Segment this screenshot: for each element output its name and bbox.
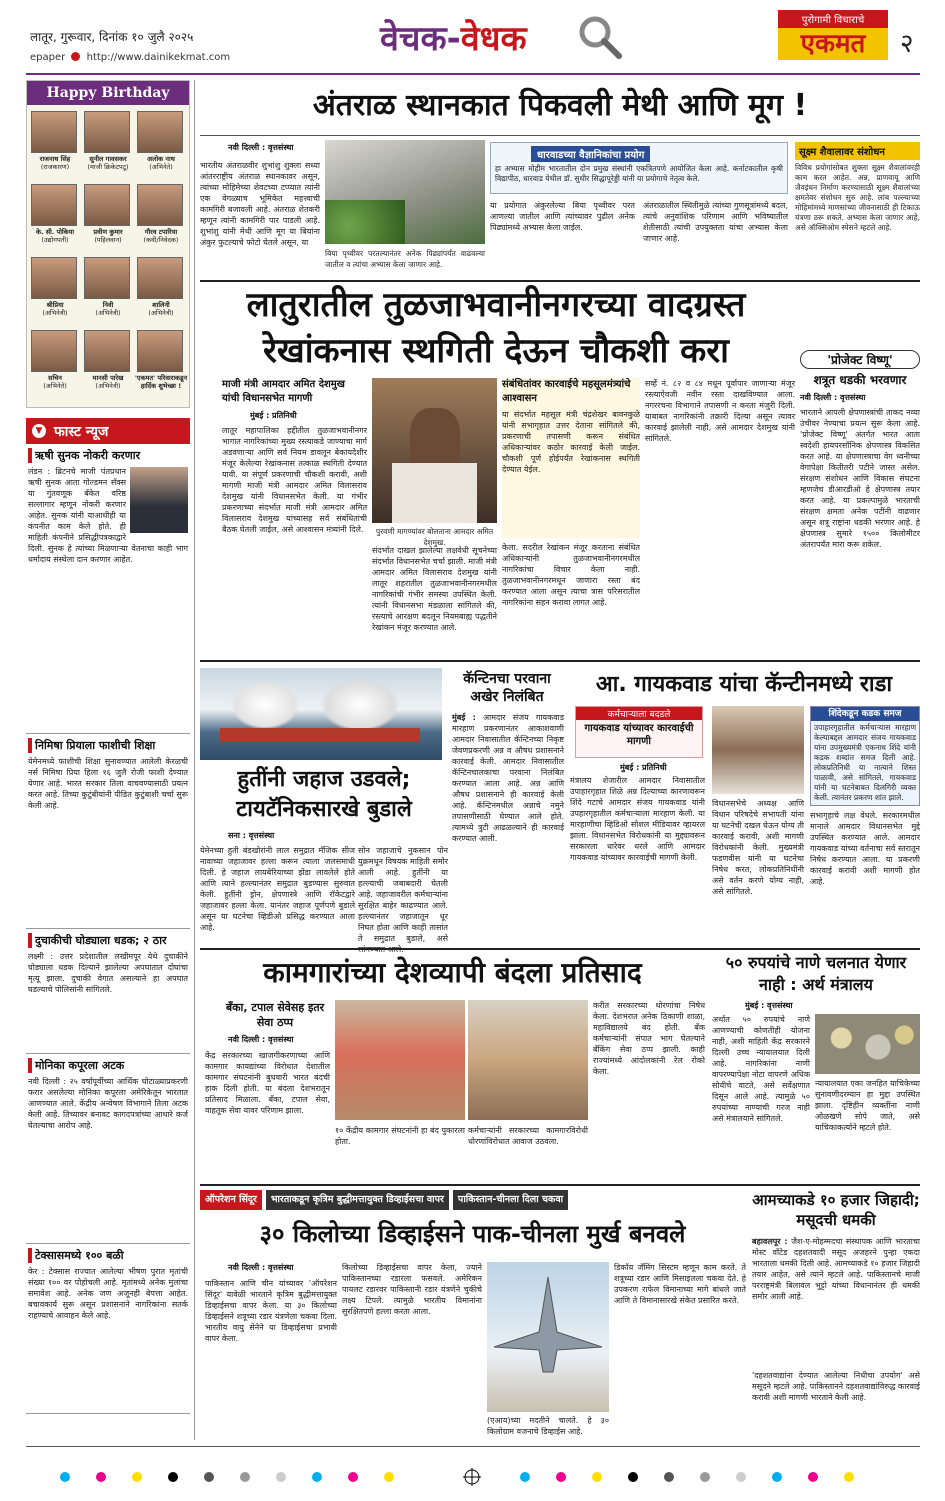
- birthday-title: Happy Birthday: [27, 81, 189, 105]
- registration-dot: [60, 1472, 70, 1482]
- page-number: २: [900, 29, 914, 59]
- birthday-box: [26, 80, 190, 408]
- birthday-name: [78, 228, 138, 244]
- registration-dot: [664, 1472, 674, 1482]
- sindoor-text: पाकिस्तान आणि चीन यांच्यावर 'ऑपरेशन सिंदूर' यावेळी भारताने कृत्रिम बुद्धीमत्तायुक्त डिव्हाईसचा वापर केला. या ३० किलोच्या डिव्हाईसने शत्रूच्या रडार यंत्रणेला चकवा दिला. भारतीय वायु सेनेने या डिव्हाईसचा प्रभावी वापर केला.: [205, 1279, 337, 1343]
- revenue-box-title: संबंधितांवर कारवाईचे महसूलमंत्र्यांचे आश्वासन: [502, 379, 631, 404]
- registration-dot: [312, 1472, 322, 1482]
- birthday-person-role: (माजी क्रिकेटपटू): [87, 163, 129, 171]
- strike-sub: बँका, टपाल सेवेसह इतर सेवा ठप्प: [225, 1001, 325, 1029]
- fast-news-header: [26, 418, 190, 444]
- sprouts-image: [325, 200, 405, 244]
- birthday-person-name: के. सी. पोकिया: [35, 228, 75, 236]
- birthday-photo: [84, 330, 130, 372]
- registration-dot: [592, 1472, 602, 1482]
- header-rule: [26, 73, 920, 75]
- sindoor-tagbar: [200, 1190, 745, 1210]
- lead-col1: लातूर महापालिका हद्दीतील तुळजाभवानीनगर भागात नागरिकांच्या मुख्य रस्त्याकडे जाण्याचा मार्ग अडवणाऱ्या आणि सर्व नियम डावलून बेकायदेशीर मंजूर केलेल्या रेखांकनास तत्काळ स्थगिती देण्यात यावी. या संपूर्ण प्रकरणाची चौकशी करावी, अशी मागणी माजी मंत्री आमदार अमित विलासराव देशमुख यांनी विधानसभेत केली. या गंभीर प्रकरणाच्या संदर्भात माजी मंत्री आमदार अमित विलासराव देशमुख यांच्यासह सर्व संबंधितांची बैठक घेतली जाईल, असे आश्वासन मंत्र्यांनी दिले.: [222, 426, 367, 534]
- fast-news-item-title: टेक्सासमध्ये १०० बळी: [28, 1248, 188, 1263]
- strike-caption-2: कर्मचाऱ्यांनी सरकारच्या कामगारविरोधी धोरणांविरोधात आवाज उठवला.: [468, 1126, 588, 1146]
- revenue-box: [502, 378, 640, 538]
- gaikwad-text: मंत्रालय शेजारील आमदार निवासातील उपाहारगृहात शिळे अन्न दिल्याच्या कारणावरून शिंदे गटाचे आमदार संजय गायकवाड यांनी उपहारगृहातील कर्मचाऱ्याला मारहाण केली. या मारहाणीचा व्हिडिओ सोशल मीडियावर व्हायरल झाला. विधानसभेत विरोधकांनी या मुद्द्यावरून सरकारला धारेवर धरले आणि आमदार गायकवाड यांच्यावर कारवाईची मागणी केली.: [570, 776, 705, 862]
- fast-news-item-text: लक्ष्मी : उत्तर प्रदेशातील लखीमपूर येथे दुचाकीने घोड्याला धडक दिल्याने झालेल्या अपघातात दोघांचा मृत्यू झाला. दुचाकी वेगात असल्याने हा अपघात घडल्याचे पोलिसांनी सांगितले.: [28, 952, 188, 994]
- fast-news-item-text: लंडन : ब्रिटनचे माजी पंतप्रधान ऋषी सुनक आता गोल्डमन सॅक्स या गुंतवणूक बँकेत वरिष्ठ सल्लागार म्हणून नोकरी करणार आहेत. सुनक यांनी याआधीही या कंपनीत काम केले होते. ही माहिती कंपनीने प्रसिद्धीपत्रकाद्वारे दिली. सुनक हे त्यांच्या मिळणाऱ्या वेतनाचा काही भाग धर्मादाय संस्थेला दान करणार आहेत.: [28, 467, 188, 564]
- strike-col3: करीत सरकारच्या धोरणांचा निषेध केला. देशभरात अनेक ठिकाणी शाळा, महाविद्यालये बंद होती. बँक कर्मचाऱ्यांनी संपात भाग घेतल्याने बँकिंग सेवा ठप्प झाली. काही राज्यांमध्ये आंदोलकांनी रेल रोको केला.: [593, 1001, 705, 1076]
- sindoor-tag-2: भारताकडून कृत्रिम बुद्धीमत्तायुक्त डिव्हाईसचा वापर: [266, 1190, 449, 1210]
- sindoor-caption: (एआय)च्या मदतीने चालते. हे ३० किलोग्राम वजनाचे डिव्हाईस आहे.: [487, 1416, 609, 1436]
- birthday-photo: [137, 184, 183, 226]
- registration-dot: [844, 1472, 854, 1482]
- strike-dateline: नवी दिल्ली : वृत्तसंस्था: [228, 1035, 294, 1044]
- jet-photo: [487, 1262, 609, 1412]
- sunak-photo: [130, 467, 188, 533]
- birthday-photo: [137, 330, 183, 372]
- registration-dot: [736, 1472, 746, 1482]
- birthday-person-name: शालिनी: [152, 301, 170, 309]
- sindoor-headline: ३० किलोच्या डिव्हाईसने पाक-चीनला मुर्ख बनवले: [259, 1220, 686, 1248]
- birthday-person-role: (उद्योगपती): [41, 236, 69, 244]
- dateline: लातूर, गुरूवार, दिनांक १० जुलै २०२५: [30, 30, 194, 44]
- brand-block: [778, 10, 888, 68]
- registration-dot: [700, 1472, 710, 1482]
- birthday-name: [25, 155, 85, 171]
- research-box: [795, 142, 920, 277]
- birthday-person-name: सुनील गावसकर: [89, 155, 127, 163]
- sindoor-col4: डिकॉय जॅमिंग सिस्टम म्हणून काम करते. ते शत्रूच्या रडार आणि मिसाइलला चकवा देते. हे उपकरण राफेल विमानाच्या मागे बांधले जाते आणि ते विमानासारखे संकेत प्रसारित करते.: [614, 1263, 746, 1305]
- explosion-image: [230, 680, 300, 730]
- gaikwad-kicker: कर्मचाऱ्याला बदडले: [576, 707, 702, 720]
- registration-mark-icon: [463, 1468, 481, 1486]
- canteen-body: आमदार संजय गायकवाड मारहाण प्रकरणानंतर आकाशवाणी आमदार निवासातील कॅन्टिनच्या निकृष्ट जेवणप्रकरणी अन्न व औषध प्रशासनाने कारवाई केली. आमदार निवासातील कॅन्टिनचालकाचा परवाना निलंबित करण्यात आला आहे. अन्न आणि औषध प्रशासनाने ही कारवाई केली आहे. कॅन्टिनमधील अन्नाचे नमुने तपासणीसाठी घेण्यात आले होते. त्यामध्ये त्रुटी आढळल्याने ही कारवाई करण्यात आली.: [452, 713, 565, 843]
- jihad-text-2: 'दहशतवाद्यांना देण्यात आलेल्या निधीचा उपयोग' असे मसूदने म्हटले आहे. पाकिस्तानने दहशतवाद्यांविरुद्ध कारवाई करावी अशी मागणी भारताने केली आहे.: [752, 1371, 920, 1402]
- birthday-photo: [137, 257, 183, 299]
- birthday-name: [131, 155, 191, 171]
- magnifier-icon: [575, 12, 625, 62]
- jihad-dateline: बहावलपूर :: [752, 1237, 788, 1246]
- top-story-col4: अंतराळातील स्थितीमुळे त्यांच्या गुणसूत्रांमध्ये बदल, त्यांचे अनुवांशिक परिणाम आणि भविष्यातील शेतीसाठी त्यांची उपयुक्तता यांचा अभ्यास केला जाणार आहे.: [643, 201, 788, 243]
- gaikwad-col2: विधानसभेचे अध्यक्ष आणि विधान परिषदेचे सभापती यांना या घटनेची दखल घेऊन योग्य ती कारवाई करावी, अशी मागणी विरोधकांनी केली. मुख्यमंत्री फडणवीस यांनी या घटनेचा निषेध करत, लोकप्रतिनिधींनी असे वर्तन करणे योग्य नाही, असे सांगितले.: [712, 799, 804, 896]
- registration-dot: [204, 1472, 214, 1482]
- top-story-dateline: नवी दिल्ली : वृत्तसंस्था: [228, 143, 294, 152]
- fast-news-title: फास्ट न्यूज: [54, 423, 109, 440]
- coin-dateline: मुंबई : वृत्तसंस्था: [745, 1001, 793, 1010]
- epaper-line: [30, 52, 230, 63]
- brand-tagline: पुरोगामी विचाराचे: [778, 10, 888, 28]
- section-title-b: वेधक: [460, 19, 527, 59]
- birthday-photo: [84, 257, 130, 299]
- registration-dot: [96, 1472, 106, 1482]
- registration-dot: [240, 1472, 250, 1482]
- birthday-person-role: (अभिनेत्री): [148, 309, 174, 317]
- birthday-person-role: (अभिनेत्री): [95, 382, 121, 390]
- fast-news-column: [26, 418, 190, 1438]
- birthday-person-role: (कवी/निवेदक): [143, 236, 179, 244]
- vishnu-dateline: नवी दिल्ली : वृत्तसंस्था: [800, 393, 866, 402]
- shinde-text: उपाहारगृहातील कर्मचाऱ्यास मारहाण केल्याबद्दल आमदार संजय गायकवाड यांना उपमुख्यमंत्री एकनाथ शिंदे यांनी कडक शब्दांत समज दिली आहे. लोकप्रतिनिधी या नात्याने शिस्त पाळावी, असे सांगितले. गायकवाड यांनी या घटनेबाबत दिलगिरी व्यक्त केली. त्यानंतर प्रकरण शांत झाले.: [814, 723, 916, 802]
- sindoor-dateline: नवी दिल्ली : वृत्तसंस्था: [228, 1263, 294, 1272]
- gaikwad-sub: गायकवाड यांच्यावर कारवाईची मागणी: [584, 723, 694, 747]
- birthday-person-name: 'एकमत' परिवाराकडून हार्दिक शुभेच्छा !: [134, 374, 188, 390]
- birthday-photo: [31, 184, 77, 226]
- sindoor-tag-3: पाकिस्तान-चीनला दिला चकवा: [453, 1190, 568, 1210]
- chevron-down-icon: ▼: [32, 424, 46, 438]
- strike-photo-1: [335, 1000, 465, 1120]
- canteen-text: [452, 712, 564, 944]
- registration-dot: [168, 1472, 178, 1482]
- fast-news-item-title: मोनिका कपूरला अटक: [28, 1058, 188, 1073]
- ship-photo: [200, 668, 442, 760]
- canteen-headline: कॅन्टिनचा परवाना अखेर निलंबित: [463, 671, 551, 705]
- gaikwad-dateline: मुंबई : प्रतिनिधी: [620, 763, 667, 772]
- fast-news-item-title: निमिषा प्रियाला फाशीची शिक्षा: [28, 738, 188, 753]
- registration-dot: [348, 1472, 358, 1482]
- registration-dot: [628, 1472, 638, 1482]
- deshmukh-photo: [372, 378, 497, 523]
- explosion-image-2: [320, 678, 400, 732]
- epaper-label: epaper: [30, 52, 66, 63]
- registration-dot: [384, 1472, 394, 1482]
- birthday-person-name: सचिन: [48, 374, 62, 382]
- coin-headline: ५० रुपयांचे नाणे चलनात येणार नाही : अर्थ मंत्रालय: [725, 953, 907, 994]
- astronaut-photo: [325, 140, 485, 244]
- fast-news-item-text: नवी दिल्ली : २५ वर्षांपूर्वीच्या आर्थिक घोटाळ्याप्रकरणी फरार असलेल्या मोनिका कपूरला अमेरिकेतून भारतात आणण्यात आले. केंद्रीय अन्वेषण विभागाने तिला अटक केली आहे. तिच्यावर बनावट कागदपत्रांच्या आधारे कर्ज घेतल्याचा आरोप आहे.: [28, 1077, 188, 1130]
- fast-news-item: [26, 1054, 190, 1244]
- vishnu-story: [800, 350, 920, 658]
- strike-caption-1: १० केंद्रीय कामगार संघटनांनी हा बंद पुकारला होता.: [335, 1126, 465, 1146]
- jihad-headline: आमच्याकडे १० हजार जिहादी; मसूदची धमकी: [752, 1191, 920, 1229]
- birthday-name: [25, 374, 85, 390]
- coin-photo: [815, 1014, 920, 1074]
- gaikwad-photo: [712, 706, 804, 794]
- birthday-person-role: (अभिनेत्री): [42, 309, 68, 317]
- birthday-name: [131, 301, 191, 317]
- fast-news-item-text: येमेनमध्ये फाशीची शिक्षा सुनावण्यात आलेली केरळची नर्स निमिषा प्रिया हिला १६ जुलै रोजी फाशी देण्यात येणार आहे. भारत सरकार तिला वाचवण्यासाठी प्रयत्न करत आहे. तिच्या कुटुंबीयांनी पीडित कुटुंबाशी चर्चा सुरू केली आहे.: [28, 757, 188, 810]
- jihad-body: जैश-ए-मोहम्मदचा संस्थापक आणि भारताचा मोस्ट वाँटेड दहशतवादी मसूद अजहरने पुन्हा एकदा भारताला धमकी दिली आहे. आमच्याकडे १० हजार जिहादी तयार आहेत, असे त्याने म्हटले आहे. पाकिस्तानचे माजी परराष्ट्रमंत्री बिलावल भुट्टो यांच्या विधानानंतर ही धमकी समोर आली आहे.: [752, 1237, 920, 1301]
- gaikwad-headline: आ. गायकवाड यांचा कॅन्टीनमध्ये राडा: [595, 672, 893, 697]
- globe-icon: [71, 52, 80, 61]
- speaker-figure: [410, 408, 460, 468]
- fast-news-item-text: केर : टेक्सास राज्यात आलेल्या भीषण पुरात मृतांची संख्या १०० वर पोहोचली आहे. मृतांमध्ये अनेक मुलांचा समावेश आहे. अनेक जण अजूनही बेपत्ता आहेत. बचावकार्य सुरू असून प्रशासनाने नागरिकांना सतर्क राहण्याचे आवाहन केले आहे.: [28, 1267, 188, 1320]
- rule: [200, 1184, 920, 1186]
- jihad-text: [752, 1236, 920, 1366]
- masthead: [0, 0, 945, 80]
- fast-news-item: [26, 929, 190, 1054]
- birthday-person-name: प्रवीण कुमार: [93, 228, 123, 236]
- dharwad-box-text: हा अभ्यास मोहीम भारतातील दोन प्रमुख संस्थांनी एकत्रितपणे आयोजित केला आहे. कर्नाटकातील कृषी विद्यापीठ, धारवाड येथील डॉ. सुधीर सिद्धापूरेड्डी यांनी या प्रयोगाचे नेतृत्व केले.: [495, 164, 783, 183]
- ship-hull-image: [220, 728, 420, 742]
- registration-dot: [808, 1472, 818, 1482]
- footer-rule: [26, 1446, 920, 1447]
- registration-dot: [556, 1472, 566, 1482]
- birthday-person-role: (पहिलवान): [94, 236, 122, 244]
- lead-col5: सर्व्हे नं. ८२ व ८४ मधून पूर्वापार जाणाऱ्या मंजूर रस्त्याऐवजी नवीन रस्ता दाखविण्यात आला. नगररचना विभागाने तपासणी न करता मंजुरी दिली. याबाबत नागरिकांनी तक्रारी दिल्या असून त्यावर कारवाई झालेली नाही, असे आमदार देशमुख यांनी सांगितले.: [645, 379, 795, 443]
- top-story-headline: अंतराळ स्थानकात पिकवली मेथी आणि मूग !: [312, 88, 808, 123]
- dharwad-box: [490, 142, 788, 194]
- birthday-person-name: राजनाथ सिंह: [39, 155, 71, 163]
- ship-headline: हुतींनी जहाज उडवले; टायटॅनिकसारखे बुडाले: [236, 767, 412, 822]
- birthday-person-name: श्रीप्रिया: [46, 301, 64, 309]
- research-title: सूक्ष्म शैवालावर संशोधन: [795, 142, 920, 160]
- fast-news-item: [26, 1244, 190, 1414]
- registration-dot: [132, 1472, 142, 1482]
- birthday-photo: [31, 111, 77, 153]
- vishnu-kicker: 'प्रोजेक्ट विष्णू': [800, 350, 920, 369]
- birthday-person-name: गौरव टपारिया: [144, 228, 178, 236]
- birthday-person-role: (राजकारण): [40, 163, 70, 171]
- gaikwad-sub-box: [575, 706, 703, 758]
- brand-logo: एकमत: [778, 28, 888, 60]
- birthday-grid: [27, 105, 189, 405]
- birthday-photo: [137, 111, 183, 153]
- section-title-a: वेचक-: [380, 19, 461, 59]
- shinde-box: [810, 706, 920, 806]
- birthday-person-role: (अभिनेते): [43, 382, 67, 390]
- birthday-person-name: अलोक नाथ: [147, 155, 175, 163]
- birthday-name: [131, 228, 191, 244]
- fighter-jet-icon: [487, 1272, 609, 1382]
- shinde-text-2: सभागृहाचे लक्ष वेधले. सरकारमधील मानाले आमदार विधानसभेत मुद्दे उपस्थित करण्यात आले. आमदार गायकवाड यांच्या वर्तनाचा सर्व स्तरातून निषेध करण्यात आला. या प्रकरणी कारवाई करावी अशी मागणी होत आहे.: [810, 811, 920, 886]
- birthday-person-role: (अभिनेते): [149, 163, 173, 171]
- revenue-box-text: या संदर्भात महसूल मंत्री चंद्रशेखर बावनकुळे यांनी सभागृहात उत्तर देताना सांगितले की, प्रकरणाची तपासणी करून संबंधित अधिकाऱ्यांवर कठोर कारवाई केली जाईल. चौकशी पूर्ण होईपर्यंत रेखांकनास स्थगिती देण्यात येईल.: [502, 410, 640, 474]
- sindoor-tag-1: ऑपरेशन सिंदूर: [200, 1190, 262, 1210]
- lead-dateline: मुंबई : प्रतिनिधी: [250, 411, 297, 420]
- section-title: [380, 14, 527, 60]
- registration-dot: [520, 1472, 530, 1482]
- birthday-name: [25, 301, 85, 317]
- coin-text: अर्थात ५० रुपयांचे नाणे आणण्याची कोणतीही योजना नाही, अशी माहिती केंद्र सरकारने दिल्ली उच्च न्यायालयात दिली आहे. नागरिकांना नाणी वापरण्यापेक्षा नोटा वापरणे अधिक सोयीचे वाटते, असे सर्वेक्षणात दिसून आले आहे. त्यामुळे ५० रुपयांच्या नाण्याची गरज नाही असे मंत्रालयाने सांगितले.: [712, 1015, 810, 1123]
- birthday-photo: [84, 184, 130, 226]
- birthday-name: [78, 301, 138, 317]
- registration-dot: [276, 1472, 286, 1482]
- dharwad-box-title: धारवाडच्या वैज्ञानिकांचा प्रयोग: [531, 146, 650, 162]
- vishnu-text: भारताने आपली क्षेपणास्त्रांची ताकद नव्या उंचीवर नेण्याचा प्रयत्न सुरू केला आहे. 'प्रोजेक्ट विष्णू' अंतर्गत भारत आता स्वदेशी हायपरसॉनिक क्षेपणास्त्र विकसित करत आहे. या क्षेपणास्त्राचा वेग ध्वनीच्या वेगापेक्षा कितीतरी पटीने जास्त असेल. संरक्षण संशोधन आणि विकास संघटना म्हणजेच डीआरडीओ हे क्षेपणास्त्र तयार करत आहे. या प्रकल्पामुळे भारताची संरक्षण क्षमता अनेक पटींनी वाढणार असून शत्रू राष्ट्रांना धडकी भरणार आहे. हे क्षेपणास्त्र सुमारे १५०० किलोमीटर अंतरापर्यंत मारा करू शकेल.: [800, 408, 920, 549]
- birthday-name: [25, 228, 85, 244]
- canteen-dateline: मुंबई :: [452, 713, 476, 722]
- registration-dot: [772, 1472, 782, 1482]
- rule: [200, 948, 920, 950]
- shinde-title: शिंदेकडून कडक समज: [811, 707, 919, 721]
- birthday-photo: [84, 111, 130, 153]
- birthday-photo: [31, 257, 77, 299]
- lead-headline: लातुरातील तुळजाभवानीनगरच्या वादग्रस्त रेखांकनास स्थगिती देऊन चौकशी करा: [246, 285, 746, 371]
- ship-col2: सोन जहाजाचे नुकसान पोन युक्रमधून विषयक माहिती समोर आली आहे. हुतींनी या हल्ल्याची जबाबदारी घेतली आहे. जहाजावरील कर्मचाऱ्यांना सुरक्षित बाहेर काढण्यात आले. हल्ल्यानंतर जहाजातून धूर निघत होता आणि काही तासांत ते समुद्रात बुडाले, असे: [358, 846, 448, 943]
- top-story-caption: बिया पृथ्वीवर परतल्यानंतर अनेक पिढ्यांपर्यंत वाढवल्या जातील व त्यांचा अभ्यास केला जाणार आहे.: [325, 249, 485, 269]
- lead-sub: माजी मंत्री आमदार अमित देशमुख यांची विधानसभेत मागणी: [222, 379, 345, 404]
- birthday-name: [78, 155, 138, 171]
- research-text: विविध प्रयोगांसोबत शुक्ला सूक्ष्म शैवालांवरही काम करत आहेत. अन्न, प्राणवायू आणि जैवइंधन निर्माण करण्यासाठी सूक्ष्म शैवालांच्या क्षमतेवर संशोधन सुरु आहे. लांब पल्ल्याच्या मोहिमांमध्ये माणसांच्या जीवनासाठी ही टिकाऊ यंत्रणा ठरू शकते. अभ्यास केला जाणार आहे, असे ऑक्सिओम स्पेसने म्हटले आहे.: [795, 163, 920, 232]
- fast-news-item-title: दुचाकीची घोड्याला धडक; २ ठार: [28, 933, 188, 948]
- fast-news-item-title: ऋषी सुनक नोकरी करणार: [28, 448, 188, 463]
- strike-photo-2: [468, 1000, 588, 1120]
- ship-dateline: सना : वृत्तसंस्था: [228, 831, 275, 840]
- birthday-name: [131, 374, 191, 390]
- lead-col2: संदर्भात दाखल झालेल्या लक्षवेधी सूचनेच्या संदर्भात विधानसभेत चर्चा झाली. माजी मंत्री आमदार अमित विलासराव देशमुख यांनी लातूर शहरातील तुळजाभवानीनगरमधील नागरिकांची गंभीर समस्या उपस्थित केली. त्यांनी विधानसभा मंडळाला सांगितले की, रस्त्याचे आरक्षण बदलून नियमबाह्य पद्धतीने रेखांकन मंजूर करण्यात आले.: [372, 546, 497, 632]
- birthday-name: [78, 374, 138, 390]
- birthday-person-name: निवी: [102, 301, 114, 309]
- rule: [200, 135, 920, 136]
- speaker-coat: [392, 463, 477, 523]
- strike-text: केंद्र सरकारच्या खाजगीकरणाच्या आणि कामगार कायद्यांच्या विरोधात देशातील कामगार संघटनांनी बुधवारी भारत बंदची हाक दिली होती. या बंदला देशभरातून प्रतिसाद मिळाला. बँका, टपाल सेवा, वाहतूक सेवा यावर परिणाम झाला.: [205, 1051, 330, 1115]
- rule: [200, 660, 920, 662]
- top-story-col3: या प्रयोगात अंकुरलेल्या बिया पृथ्वीवर परत आणल्या जातील आणि त्यांच्यावर पुढील अनेक पिढ्यांमध्ये अभ्यास केला जाईल.: [490, 201, 635, 232]
- lead-col4: केला. सदरील रेखांकन मंजूर करताना संबंधित अधिकाऱ्यांनी तुळजाभवानीनगरमधील नागरिकांचा विचार केला नाही. तुळजाभवानीनगरमधून जाणारा रस्ता बंद करण्यात आला असून त्याचा त्रास परिसरातील नागरिकांना सहन करावा लागत आहे.: [502, 543, 640, 607]
- sindoor-col2: किलोच्या डिव्हाईसचा वापर केला, ज्याने पाकिस्तानच्या रडारला फसवले. अमेरिकन पायलट रडारवर पाकिस्तानी रडार यंत्रणेने चुकीचे लक्ष्य टिपले. त्यामुळे भारतीय विमानांना सुरक्षितपणे हल्ला करता आला.: [342, 1263, 482, 1316]
- top-story-col1: भारतीय अंतराळवीर शुभांशु शुक्ला सध्या आंतरराष्ट्रीय अंतराळ स्थानकावर असून, त्यांच्या मोहिमेच्या शेवटच्या टप्प्यात त्यांनी एक वेगळ्याच भूमिकेत महत्त्वाची कामगिरी बजावली आहे. अंतराळ शेतकरी म्हणून त्यांनी कामगिरी पार पाडली आहे. शुभांशु यांनी मेथी आणि मूग या बियांना अंकुर फुटल्याचे फोटो घेतले असून, या: [200, 161, 320, 247]
- column-rule: [194, 80, 195, 1440]
- fast-news-list: [26, 444, 190, 1414]
- strike-headline: कामगारांच्या देशव्यापी बंदला प्रतिसाद: [263, 956, 642, 989]
- coin-text-2: न्यायालयात एका जनहित याचिकेच्या सुनावणीदरम्यान हा मुद्दा उपस्थित झाला. दृष्टिहीन व्यक्तींना नाणी ओळखणे सोपे जाते, असे याचिकाकर्त्याने म्हटले होते.: [815, 1079, 920, 1132]
- vishnu-headline: शत्रूत धडकी भरवणार: [813, 373, 907, 387]
- lead-caption: पुरवणी मागण्यांवर बोलताना आमदार अमित देशमुख.: [375, 527, 494, 547]
- fast-news-item: [26, 734, 190, 929]
- color-registration-strip: [0, 1468, 945, 1488]
- birthday-person-name: मानसी पारेख: [92, 374, 124, 382]
- ship-text: येमेनच्या हुती बंडखोरांनी लाल समुद्रात मॅजिक सीज नावाच्या जहाजावर हल्ला करून त्याला जलसमाधी दिली. हे जहाज लायबेरियाच्या झेंडा लावलेले होते आणि त्याने हल्ल्यानंतर समुद्रात बुडण्यास सुरुवात केली. हुतींनी ड्रोन, क्षेपणास्त्रे आणि रॉकेटद्वारे जहाजावर हल्ला केला. यानंतर जहाज पूर्णपणे बुडाले असून या घटनेचा व्हिडीओ प्रसिद्ध करण्यात आला आहे.: [200, 846, 355, 932]
- fast-news-item: [26, 444, 190, 734]
- birthday-person-role: (अभिनेत्री): [95, 309, 121, 317]
- birthday-photo: [31, 330, 77, 372]
- website-link[interactable]: http://www.dainikekmat.com: [86, 52, 231, 63]
